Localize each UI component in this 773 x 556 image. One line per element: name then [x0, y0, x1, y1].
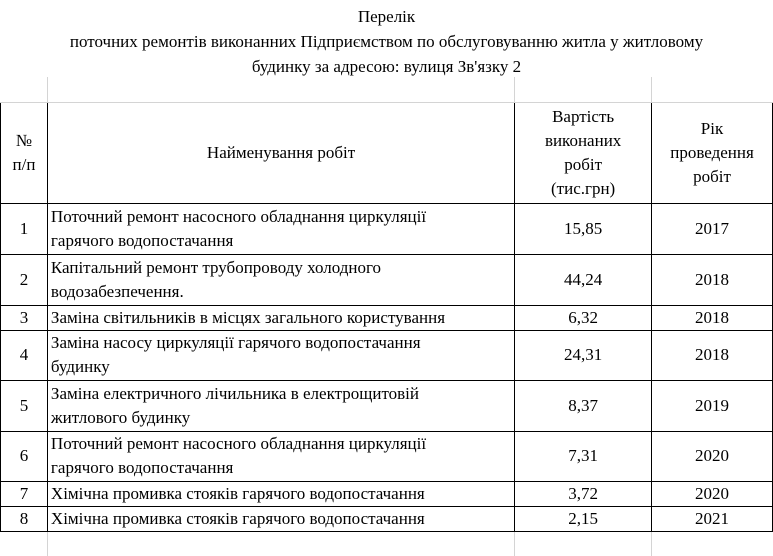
header-cost: Вартість виконаних робіт (тис.грн) — [515, 102, 652, 203]
table-row — [1, 305, 773, 330]
work-year: 2020 — [652, 431, 773, 481]
work-name: Хімічна промивка стояків гарячого водопостачання — [47, 506, 514, 531]
table-row — [1, 380, 773, 431]
work-cost: 24,31 — [515, 330, 652, 380]
work-name: Поточний ремонт насосного обладнання циркуляції гарячого водопостачання — [47, 431, 514, 481]
work-name: Заміна електричного лічильника в електрощитовій житлового будинку — [47, 380, 514, 431]
work-year: 2020 — [652, 481, 773, 506]
row-number: 3 — [1, 305, 48, 330]
work-cost: 15,85 — [515, 203, 652, 254]
spacer-row — [1, 531, 773, 556]
works-table — [0, 77, 773, 556]
work-cost: 3,72 — [515, 481, 652, 506]
work-year: 2018 — [652, 330, 773, 380]
table-row — [1, 506, 773, 531]
table-row — [1, 481, 773, 506]
header-year: Рік проведення робіт — [652, 102, 773, 203]
row-number: 2 — [1, 254, 48, 305]
table-row — [1, 330, 773, 380]
work-name: Поточний ремонт насосного обладнання циркуляції гарячого водопостачання — [47, 203, 514, 254]
work-year: 2017 — [652, 203, 773, 254]
row-number: 5 — [1, 380, 48, 431]
work-name: Хімічна промивка стояків гарячого водопостачання — [47, 481, 514, 506]
title-line-1: Перелік — [357, 7, 416, 26]
work-cost: 2,15 — [515, 506, 652, 531]
row-number: 6 — [1, 431, 48, 481]
work-cost: 7,31 — [515, 431, 652, 481]
work-cost: 6,32 — [515, 305, 652, 330]
work-cost: 8,37 — [515, 380, 652, 431]
work-year: 2018 — [652, 305, 773, 330]
work-name: Заміна насосу циркуляції гарячого водопостачання будинку — [47, 330, 514, 380]
row-number: 1 — [1, 203, 48, 254]
work-year: 2019 — [652, 380, 773, 431]
work-cost: 44,24 — [515, 254, 652, 305]
table-row — [1, 254, 773, 305]
table-header-row — [1, 102, 773, 203]
header-num: № п/п — [1, 102, 48, 203]
work-name: Капітальний ремонт трубопроводу холодного водозабезпечення. — [47, 254, 514, 305]
header-name: Найменування робіт — [47, 102, 514, 203]
document-title — [0, 0, 773, 77]
work-year: 2018 — [652, 254, 773, 305]
table-row — [1, 431, 773, 481]
spacer-row — [1, 77, 773, 102]
work-name: Заміна світильників в місцях загального користування — [47, 305, 514, 330]
title-line-2: поточних ремонтів виконанних Підприємством по обслуговуванню житла у житловому — [69, 32, 704, 51]
table-row — [1, 203, 773, 254]
work-year: 2021 — [652, 506, 773, 531]
title-line-3: будинку за адресою: вулиця Зв'язку 2 — [251, 57, 522, 76]
row-number: 8 — [1, 506, 48, 531]
row-number: 4 — [1, 330, 48, 380]
row-number: 7 — [1, 481, 48, 506]
